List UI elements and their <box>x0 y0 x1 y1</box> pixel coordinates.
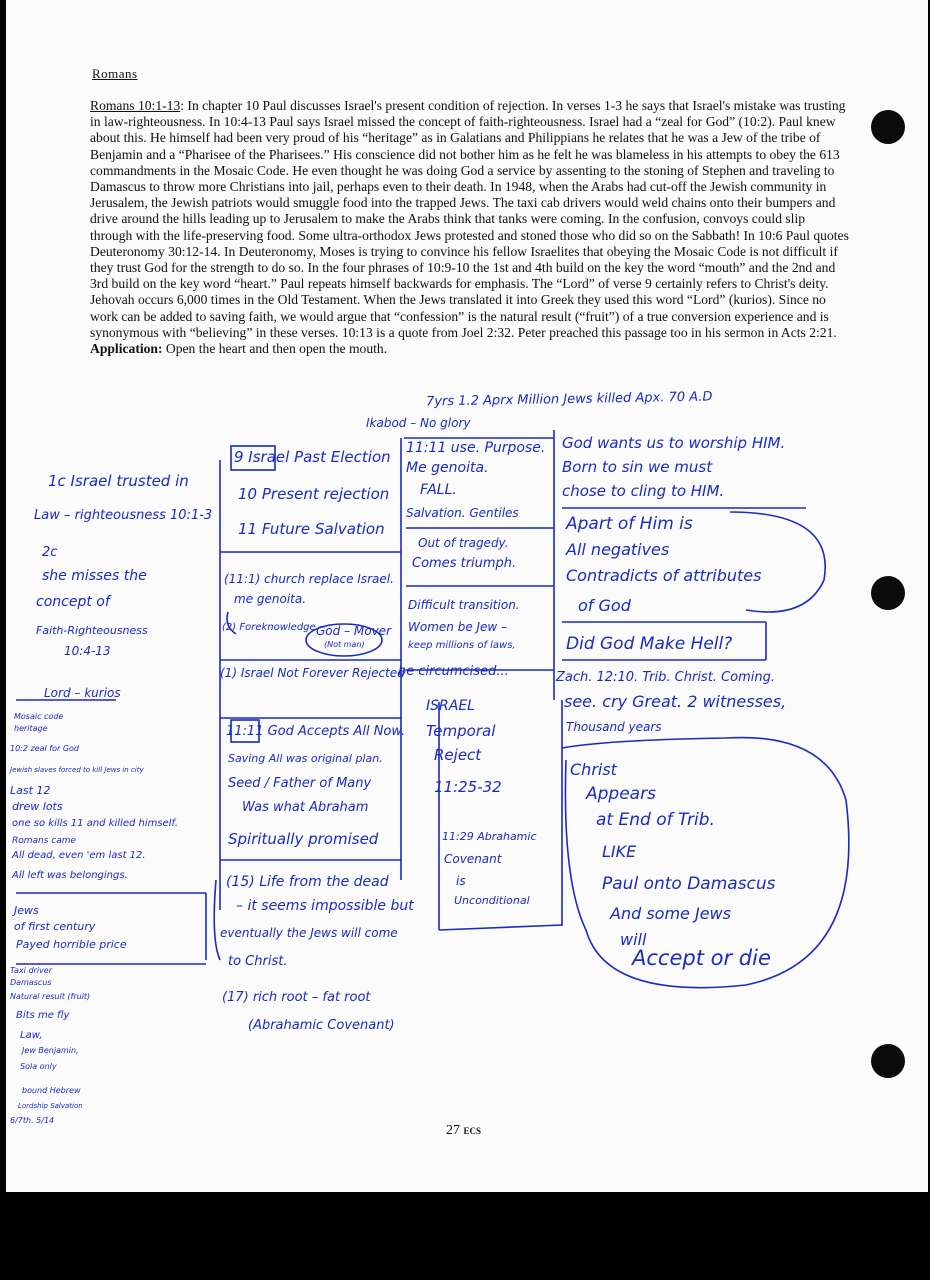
col1-seed-father: Seed / Father of Many <box>228 776 372 791</box>
col1-foreknowledge: (2) Foreknowledge <box>222 622 316 633</box>
left-bottom-1: Taxi driver <box>10 966 52 975</box>
left-bottom-4: Bits me fly <box>16 1010 70 1021</box>
col1-me-genoita: me genoita. <box>234 592 307 606</box>
col2-comes-triumph: Comes triumph. <box>412 556 517 571</box>
col2-abrahamic: 11:29 Abrahamic <box>442 830 537 843</box>
left-bottom-8: bound Hebrew <box>22 1086 81 1095</box>
left-note-4: she misses the <box>42 568 147 584</box>
page-number: 27 <box>446 1123 460 1138</box>
left-small-10: All left was belongings. <box>12 870 128 881</box>
col3-of-god: of God <box>578 596 631 615</box>
col2-difficult-transition: Difficult transition. <box>408 598 520 612</box>
col3-born-to-sin: Born to sin we must <box>562 458 713 476</box>
left-bottom-5: Law, <box>20 1030 43 1041</box>
col2-unconditional: Unconditional <box>454 894 530 907</box>
left-bottom-3: Natural result (fruit) <box>10 992 91 1001</box>
paragraph-text: : In chapter 10 Paul discusses Israel's present condition of rejection. In verses 1-3 he says that Israel's mistake was trusting in law-righteousness. In 10:4-13 Paul says Israel missed the concept of faith-righteousness. Israel had a “zeal for God” (10:2). Paul knew about this. He himself had been very proud of his “heritage” as in Galatians and Philippians he relates that he was a Jew of the tribe of Benjamin and a “Pharisee of the Pharisees.” His conscience did not bother him as he felt he was blameless in his attempts to obey the 613 commandments in the Mosaic Code. He even thought he was doing God a service by assenting to the stoning of Stephen and traveling to Damascus to throw more Christians into jail, perhaps even to their death. In 1948, when the Arabs had cut-off the Jewish community in Jerusalem, the Jewish patriots would smuggle food into the trapped Jews. The taxi cab drivers would weld chains onto their bumpers and drive around the hills leading up to Jerusalem to make the Arabs think that tanks were coming. In the confusion, convoys could slip through with the life-preserving food. Some ultra-orthodox Jews protested and stoned those who did so on the Sabbath! In 10:6 Paul quotes Deuteronomy 30:12-14. In Deuteronomy, Moses is trying to convince his fellow Israelites that obeying the Mosaic Code is not difficult if they trust God for the strength to do so. In the four phrases of 10:9-10 the 1st and 4th build on the key the word “mouth” and the 2nd and 3rd build on the key word “heart.” Paul repeats himself backwards for emphasis. The “Lord” of verse 9 certainly refers to Christ's deity. Jehovah occurs 6,000 times in the Old Testament. When the Jews translated it into Greek they used this word “Lord” (kurios). Since no work can be added to saving faith, we would argue that “confession” is the natural result (“fruit”) of a true conversion experience and is synonymous with “believing” in these verses. 10:13 is a quote from Joel 2:32. Peter preached this passage too in his sermon in Acts 2:21. <box>90 98 849 340</box>
col2-millions-laws: keep millions of laws, <box>408 640 516 651</box>
col3-accept-or-die: Accept or die <box>632 946 771 970</box>
col3-will: will <box>620 930 647 949</box>
col3-like: LIKE <box>602 842 637 861</box>
col3-negatives: All negatives <box>566 540 670 559</box>
col1-saving-all: Saving All was original plan. <box>228 752 383 765</box>
col2-fall: FALL. <box>420 482 457 498</box>
col2-out-of-tragedy: Out of tragedy. <box>418 536 509 550</box>
left-bottom-10: 6/7th. 5/14 <box>10 1116 55 1125</box>
left-small-6: drew lots <box>12 800 63 813</box>
col1-god-accepts: 11:11 God Accepts All Now. <box>226 724 406 739</box>
col2-covenant: Covenant <box>444 852 502 866</box>
left-note-3: 2c <box>42 545 58 560</box>
col3-christ: Christ <box>570 760 617 779</box>
note-top: 7yrs 1.2 Aprx Million Jews killed Apx. 70 A.D <box>425 389 713 410</box>
left-bottom-2: Damascus <box>10 978 52 987</box>
left-small-2: heritage <box>14 724 48 733</box>
left-note-2: Law – righteousness 10:1-3 <box>34 508 213 523</box>
col2-circumcised: be circumcised... <box>398 664 509 679</box>
scripture-reference: Romans 10:1-13 <box>90 98 181 113</box>
col1-life-from-dead: (15) Life from the dead <box>226 874 389 890</box>
left-small-9: All dead, even 'em last 12. <box>12 850 146 861</box>
col3-zach: Zach. 12:10. Trib. Christ. Coming. <box>556 670 775 685</box>
left-note-7: 10:4-13 <box>64 644 111 658</box>
col3-some-jews: And some Jews <box>610 904 731 923</box>
left-jews-3: Payed horrible price <box>16 938 127 951</box>
left-note-5: concept of <box>36 594 110 610</box>
col2-reject: Reject <box>434 746 482 764</box>
left-small-7: one so kills 11 and killed himself. <box>12 818 179 829</box>
application-label: Application: <box>90 341 163 357</box>
col1-jews-come: eventually the Jews will come <box>220 926 398 940</box>
col1-not-forever-rejected: (1) Israel Not Forever Rejected <box>220 666 405 680</box>
col2-me-genoita: Me genoita. <box>406 460 489 476</box>
col1-impossible: – it seems impossible but <box>236 898 414 914</box>
col1-church-replace: (11:1) church replace Israel. <box>224 572 394 586</box>
col3-contradicts: Contradicts of attributes <box>566 566 762 585</box>
left-note-8: Lord – kurios <box>44 686 121 700</box>
col3-worship: God wants us to worship HIM. <box>562 434 786 452</box>
left-jews-1: Jews <box>14 904 39 917</box>
col2-verse-range: 11:25-32 <box>434 778 502 796</box>
col1-abrahamic-covenant: (Abrahamic Covenant) <box>248 1018 395 1033</box>
col1-abraham: Was what Abraham <box>242 800 369 815</box>
col2-israel: ISRAEL <box>426 698 475 714</box>
col2-purpose: 11:11 use. Purpose. <box>406 440 546 456</box>
col3-two-witnesses: see. cry Great. 2 witnesses, <box>564 692 787 711</box>
col3-paul-damascus: Paul onto Damascus <box>602 874 776 894</box>
col1-spiritually-promised: Spiritually promised <box>228 830 379 848</box>
left-bottom-6: Jew Benjamin, <box>22 1046 79 1055</box>
page-heading: Romans <box>92 66 138 81</box>
col1-past-election: 9 Israel Past Election <box>234 448 391 466</box>
page-footer <box>446 1123 481 1139</box>
col2-women-be-jew: Women be Jew – <box>408 620 508 634</box>
col1-god-mover: God – Mover <box>316 624 391 638</box>
left-note-6: Faith-Righteousness <box>36 624 148 637</box>
col1-future-salvation: 11 Future Salvation <box>238 520 385 538</box>
col3-apart-of-him: Apart of Him is <box>566 514 693 534</box>
col2-salvation-gentiles: Salvation. Gentiles <box>406 506 519 520</box>
note-ichabod: Ikabod – No glory <box>366 416 471 430</box>
handwritten-chart-lines <box>6 0 928 1192</box>
left-bottom-7: Sola only <box>20 1062 57 1071</box>
col3-end-of-trib: at End of Trib. <box>596 810 715 830</box>
col2-is: is <box>456 874 466 888</box>
left-note-1: 1c Israel trusted in <box>48 472 189 490</box>
col3-appears: Appears <box>586 784 656 804</box>
left-small-3: 10:2 zeal for God <box>10 744 80 753</box>
left-bottom-9: Lordship Salvation <box>18 1102 83 1110</box>
col1-not-man: (Not man) <box>324 640 365 649</box>
footer-mark: ECS <box>463 1126 482 1136</box>
col1-present-rejection: 10 Present rejection <box>238 485 390 503</box>
left-small-1: Mosaic code <box>14 712 64 721</box>
col3-thousand-years: Thousand years <box>566 720 662 734</box>
col1-to-christ: to Christ. <box>228 954 288 969</box>
col3-cling: chose to cling to HIM. <box>562 482 725 500</box>
left-small-8: Romans came <box>12 836 77 846</box>
scanned-page <box>6 0 928 1192</box>
col2-temporal: Temporal <box>426 722 496 740</box>
col3-hell: Did God Make Hell? <box>566 634 733 654</box>
col1-rich-root: (17) rich root – fat root <box>222 990 371 1005</box>
left-jews-2: of first century <box>14 920 96 933</box>
application-text: Open the heart and then open the mouth. <box>162 341 388 357</box>
left-small-5: Last 12 <box>10 784 51 797</box>
left-small-4: Jewish slaves forced to kill Jews in city <box>10 766 144 774</box>
